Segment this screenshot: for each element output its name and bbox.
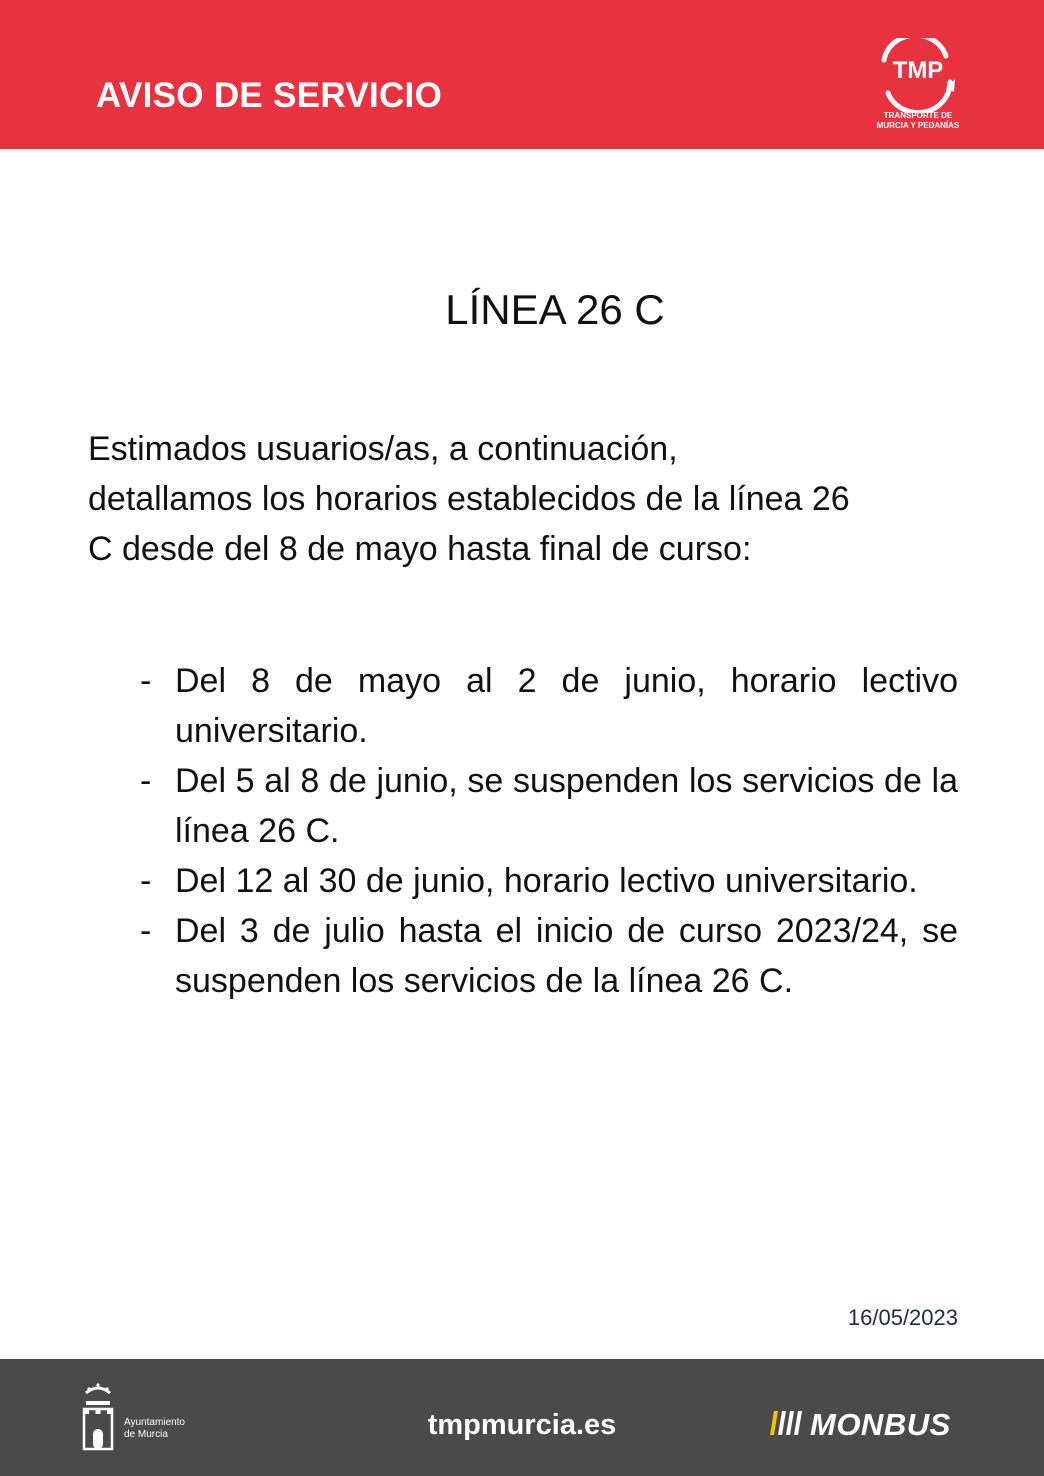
monbus-stripes-icon	[766, 1407, 808, 1439]
intro-line: C desde del 8 de mayo hasta final de curso:	[88, 530, 752, 568]
intro-paragraph	[88, 424, 968, 574]
list-item	[140, 856, 958, 906]
tmp-logo	[858, 38, 978, 138]
list-bullet: -	[140, 662, 152, 700]
intro-line: Estimados usuarios/as, a continuación,	[88, 430, 678, 468]
list-item-text: Del 3 de julio hasta el inicio de curso 2023/24, se suspenden los servicios de la línea 26 C.	[175, 912, 958, 1000]
tmp-ring-icon	[858, 38, 978, 113]
notice-date: 16/05/2023	[847, 1305, 958, 1330]
list-item	[140, 756, 958, 856]
list-item-text: Del 8 de mayo al 2 de junio, horario lectivo universitario.	[175, 662, 958, 750]
list-item	[140, 656, 958, 756]
tmp-subtitle-line2: MURCIA Y PEDANÍAS	[876, 121, 960, 130]
list-bullet: -	[140, 862, 152, 900]
notice-heading: AVISO DE SERVICIO	[96, 76, 443, 115]
list-item-text: Del 5 al 8 de junio, se suspenden los servicios de la línea 26 C.	[175, 762, 958, 850]
schedule-list	[140, 656, 958, 1006]
tmp-mark: TMP	[892, 57, 944, 84]
website-link[interactable]: tmpmurcia.es	[427, 1409, 617, 1441]
monbus-logo	[766, 1407, 966, 1443]
ayuntamiento-line2: de Murcia	[124, 1429, 168, 1440]
list-item-text: Del 12 al 30 de junio, horario lectivo universitario.	[175, 862, 918, 900]
footer-bar	[0, 1359, 1044, 1476]
page-title: LÍNEA 26 C	[445, 286, 665, 333]
tmp-subtitle-line1: TRANSPORTE DE	[883, 111, 953, 120]
ayuntamiento-line1: Ayuntamiento	[124, 1417, 185, 1428]
list-item	[140, 906, 958, 1006]
tmp-subtitle	[858, 111, 978, 131]
list-bullet: -	[140, 762, 152, 800]
monbus-wordmark: MONBUS	[810, 1407, 951, 1442]
header-banner	[0, 0, 1044, 149]
list-bullet: -	[140, 912, 152, 950]
intro-line: detallamos los horarios establecidos de la línea 26	[88, 480, 850, 518]
